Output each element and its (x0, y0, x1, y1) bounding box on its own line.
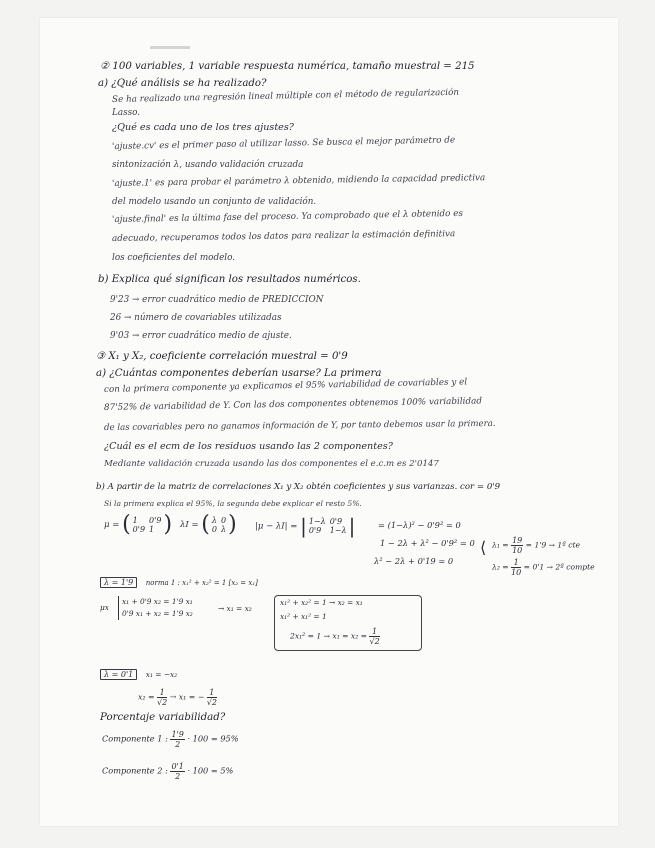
frac-num: 1'9 (171, 730, 184, 739)
det-result-2: 1 − 2λ + λ² − 0'9² = 0 (380, 538, 475, 548)
matrix-cell: 0'9 (308, 526, 322, 535)
lambda-2-case (100, 670, 177, 679)
answer-line: 9'23 → error cuadrático medio de PREDICCION (110, 295, 324, 305)
norm-eq-3-text: 2x₁² = 1 → x₁ = x₂ = (290, 631, 368, 641)
eigenvector-2 (138, 688, 217, 707)
determinant: |μ − λI| = | 1−λ 0'9 0'9 1−λ | (255, 514, 356, 538)
answer-line: Mediante validación cruzada usando las dos componentes el e.c.m es 2'0147 (104, 459, 439, 469)
component-2-result: · 100 = 5% (187, 765, 234, 776)
matrix-cell: λ (220, 524, 227, 534)
norm-condition: norma 1 : x₁² + x₂² = 1 [x₂ = x₁] (145, 579, 258, 587)
equation-system (118, 596, 193, 620)
lambda-2-label: λ₂ = (492, 562, 509, 572)
lambda-1-result: = 1'9 → 1ª cte (525, 540, 581, 550)
scanned-page (40, 18, 618, 826)
det-result-1: = (1−λ)² − 0'9² = 0 (378, 520, 461, 530)
matrix-cell: 0'9 (329, 517, 343, 526)
frac-num: 0'1 (171, 762, 184, 771)
component-2-label: Componente 2 : (102, 765, 168, 776)
matrix-cell: 0 (211, 524, 217, 534)
det-label: |μ − λI| = (255, 521, 298, 532)
question-2-header: ② 100 variables, 1 variable respuesta numérica, tamaño muestral = 215 (100, 61, 475, 72)
system-result: → x₁ = x₂ (218, 604, 252, 613)
mu-x-label: μx (100, 603, 109, 612)
matrix-mu: μ = ( 1 0'9 0'9 1 ) (104, 512, 173, 537)
system-eq-1: x₁ + 0'9 x₂ = 1'9 x₁ (122, 597, 193, 606)
matrix-cell: 0'9 (149, 515, 162, 525)
norm-eq-2: x₁² + x₁² = 1 (280, 612, 327, 621)
answer-line: 26 → número de covariables utilizadas (110, 313, 282, 323)
variability-title: Porcentaje variabilidad? (100, 712, 226, 723)
relation: x₁ = −x₂ (145, 670, 178, 679)
component-1-pct (102, 730, 239, 749)
matrix-cell: 1−λ (329, 526, 347, 535)
frac-den: √2 (369, 637, 380, 646)
sub-question: ¿Cuál es el ecm de los residuos usando las 2 componentes? (104, 441, 393, 452)
x1-label: → x₁ = − (169, 692, 205, 702)
brace: ⟨ (480, 538, 487, 557)
frac-den: 10 (511, 568, 522, 577)
answer-line: con la primera componente ya explicamos el 95% variabilidad de covariables y el (103, 377, 468, 395)
frac-num: 1 (369, 627, 379, 637)
component-2-pct (102, 762, 233, 781)
lambda-2-result: = 0'1 → 2ª compte (523, 562, 595, 572)
matrix-cell: 0'9 (132, 524, 146, 534)
lambda-1-label: λ₁ = (492, 540, 509, 550)
frac-den: √2 (157, 698, 168, 707)
matrix-cell: 0 (220, 515, 227, 525)
frac-num: 19 (512, 536, 523, 545)
system-eq-2: 0'9 x₁ + x₂ = 1'9 x₂ (122, 609, 193, 618)
frac-den: 2 (175, 772, 181, 781)
lambda-label: λI = (180, 520, 199, 530)
boxed-lambda-1: λ = 1'9 (100, 577, 137, 588)
matrix-cell: 1−λ (308, 517, 326, 526)
answer-line: 87'52% de variabilidad de Y. Con las dos componentes obtenemos 100% variabilidad (103, 396, 483, 413)
mu-label: μ = (104, 520, 120, 530)
scan-artifact (150, 46, 190, 49)
frac-num: 1 (207, 688, 217, 698)
answer-line: Si la primera explica el 95%, la segunda debe explicar el resto 5%. (104, 499, 362, 508)
answer-line: del modelo usando un conjunto de validación. (112, 197, 317, 207)
frac-den: √2 (206, 698, 217, 707)
component-1-result: · 100 = 95% (187, 733, 239, 744)
answer-line: sintonización λ, usando validación cruzada (112, 160, 304, 170)
matrix-cell: 1 (149, 524, 155, 534)
question-2a: a) ¿Qué análisis se ha realizado? (98, 78, 267, 89)
norm-eq-1: x₁² + x₂² = 1 → x₂ = x₁ (280, 598, 363, 607)
answer-line: Se ha realizado una regresión lineal múltiple con el método de regularización (111, 87, 460, 105)
det-result-3: λ² − 2λ + 0'19 = 0 (374, 556, 454, 566)
frac-num: 1 (157, 688, 167, 698)
answer-line: 'ajuste.cv' es el primer paso al utilizar lasso. Se busca el mejor parámetro de (111, 135, 456, 152)
frac-den: 2 (175, 740, 181, 749)
question-3b: b) A partir de la matriz de correlaciones X₁ y X₂ obtén coeficientes y sus varianzas. cor = 0'9 (96, 482, 501, 492)
question-2b: b) Explica qué significan los resultados numéricos. (98, 274, 361, 285)
boxed-lambda-2: λ = 0'1 (100, 669, 137, 680)
lambda-1-root (492, 536, 580, 555)
x2-label: x₂ = (138, 692, 155, 702)
lambda-1-case (100, 578, 258, 587)
component-1-label: Componente 1 : (102, 733, 168, 744)
matrix-cell: λ (211, 515, 217, 525)
answer-line: de las covariables pero no ganamos información de Y, por tanto debemos usar la primera. (103, 418, 496, 433)
answer-line: 'ajuste.final' es la última fase del proceso. Ya comprobado que el λ obtenido es (111, 208, 464, 225)
answer-line: adecuado, recuperamos todos los datos para realizar la estimación definitiva (111, 229, 456, 244)
answer-line: los coeficientes del modelo. (112, 253, 236, 263)
question-3a: a) ¿Cuántas componentes deberían usarse? La primera (96, 368, 382, 379)
question-3-header: ③ X₁ y X₂, coeficiente correlación muestral = 0'9 (96, 351, 348, 362)
sub-question: ¿Qué es cada uno de los tres ajustes? (112, 122, 294, 133)
frac-den: 10 (512, 546, 523, 555)
norm-eq-3 (290, 627, 380, 646)
matrix-cell: 1 (132, 515, 138, 525)
answer-line: 'ajuste.1' es para probar el parámetro λ obtenido, midiendo la capacidad predictiva (111, 173, 486, 189)
matrix-lambda: λI = ( λ 0 0 λ ) (180, 512, 237, 537)
answer-line: Lasso. (112, 108, 141, 118)
lambda-2-root (492, 558, 595, 577)
answer-line: 9'03 → error cuadrático medio de ajuste. (110, 331, 292, 341)
frac-num: 1 (511, 558, 521, 568)
